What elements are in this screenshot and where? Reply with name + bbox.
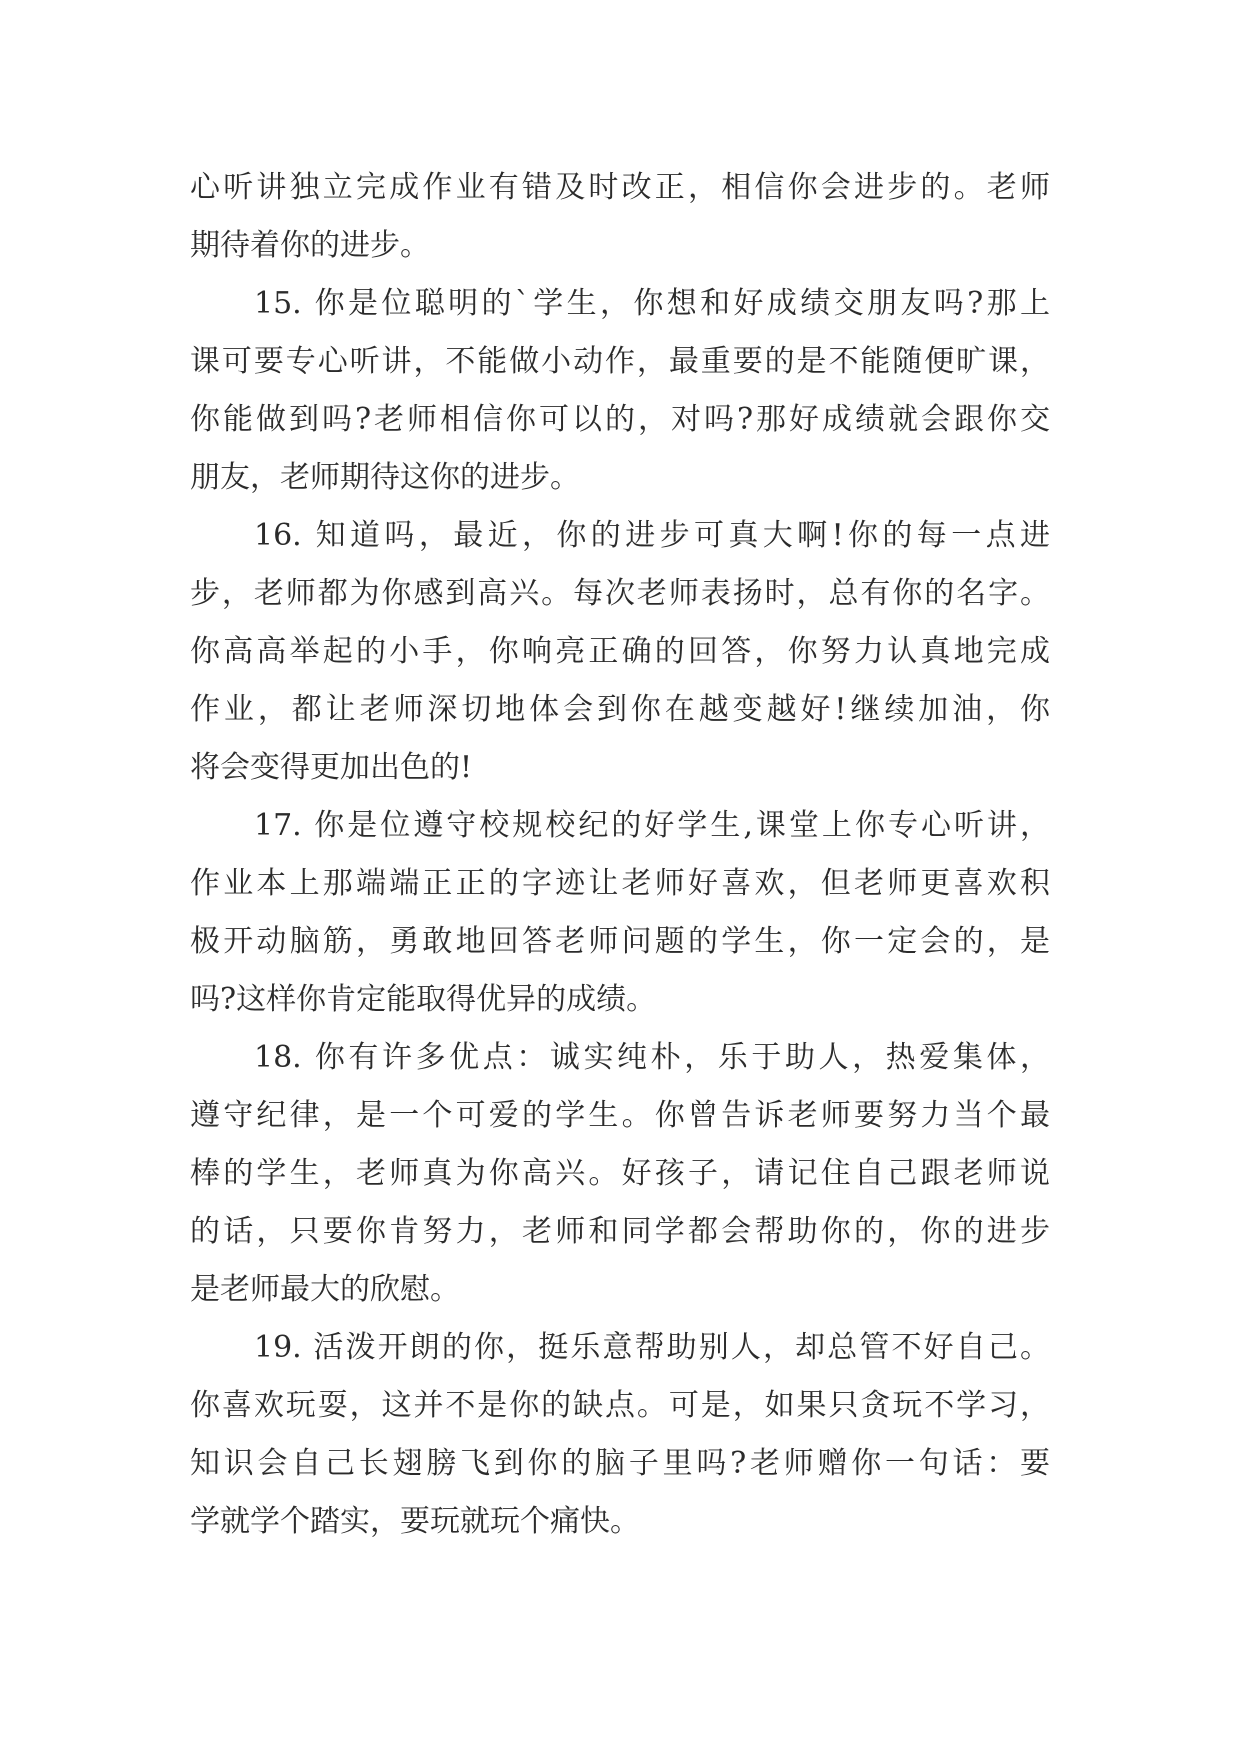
text-line: 课可要专心听讲，不能做小动作，最重要的是不能随便旷课， xyxy=(190,344,1050,379)
text-line: 将会变得更加出色的! xyxy=(190,750,473,785)
text-line: 你高高举起的小手，你响亮正确的回答，你努力认真地完成 xyxy=(190,634,1050,669)
paragraph-16-first-line: 16. 知道吗，最近，你的进步可真大啊!你的每一点进 xyxy=(254,518,1050,553)
text-line: 步，老师都为你感到高兴。每次老师表扬时，总有你的名字。 xyxy=(190,576,1050,611)
text-line: 遵守纪律，是一个可爱的学生。你曾告诉老师要努力当个最 xyxy=(190,1098,1050,1133)
paragraph-15-first-line: 15. 你是位聪明的`学生，你想和好成绩交朋友吗?那上 xyxy=(254,286,1050,321)
text-line: 作业，都让老师深切地体会到你在越变越好!继续加油，你 xyxy=(190,692,1050,727)
text-line: 的话，只要你肯努力，老师和同学都会帮助你的，你的进步 xyxy=(190,1214,1050,1249)
text-line: 极开动脑筋，勇敢地回答老师问题的学生，你一定会的，是 xyxy=(190,924,1050,959)
text-line: 是老师最大的欣慰。 xyxy=(190,1272,460,1307)
paragraph-17-first-line: 17. 你是位遵守校规校纪的好学生,课堂上你专心听讲， xyxy=(254,808,1050,843)
text-line: 作业本上那端端正正的字迹让老师好喜欢，但老师更喜欢积 xyxy=(190,866,1050,901)
text-line: 朋友，老师期待这你的进步。 xyxy=(190,460,580,495)
text-line: 期待着你的进步。 xyxy=(190,228,430,263)
text-line: 知识会自己长翅膀飞到你的脑子里吗?老师赠你一句话：要 xyxy=(190,1446,1050,1481)
text-line: 棒的学生，老师真为你高兴。好孩子，请记住自己跟老师说 xyxy=(190,1156,1050,1191)
text-line: 心听讲独立完成作业有错及时改正，相信你会进步的。老师 xyxy=(190,170,1050,205)
paragraph-19-first-line: 19. 活泼开朗的你，挺乐意帮助别人，却总管不好自己。 xyxy=(254,1330,1050,1365)
paragraph-18-first-line: 18. 你有许多优点：诚实纯朴，乐于助人，热爱集体， xyxy=(254,1040,1050,1075)
text-line: 吗?这样你肯定能取得优异的成绩。 xyxy=(190,982,657,1017)
text-line: 你喜欢玩耍，这并不是你的缺点。可是，如果只贪玩不学习， xyxy=(190,1388,1050,1423)
text-line: 你能做到吗?老师相信你可以的，对吗?那好成绩就会跟你交 xyxy=(190,402,1050,437)
text-line: 学就学个踏实，要玩就玩个痛快。 xyxy=(190,1504,640,1539)
